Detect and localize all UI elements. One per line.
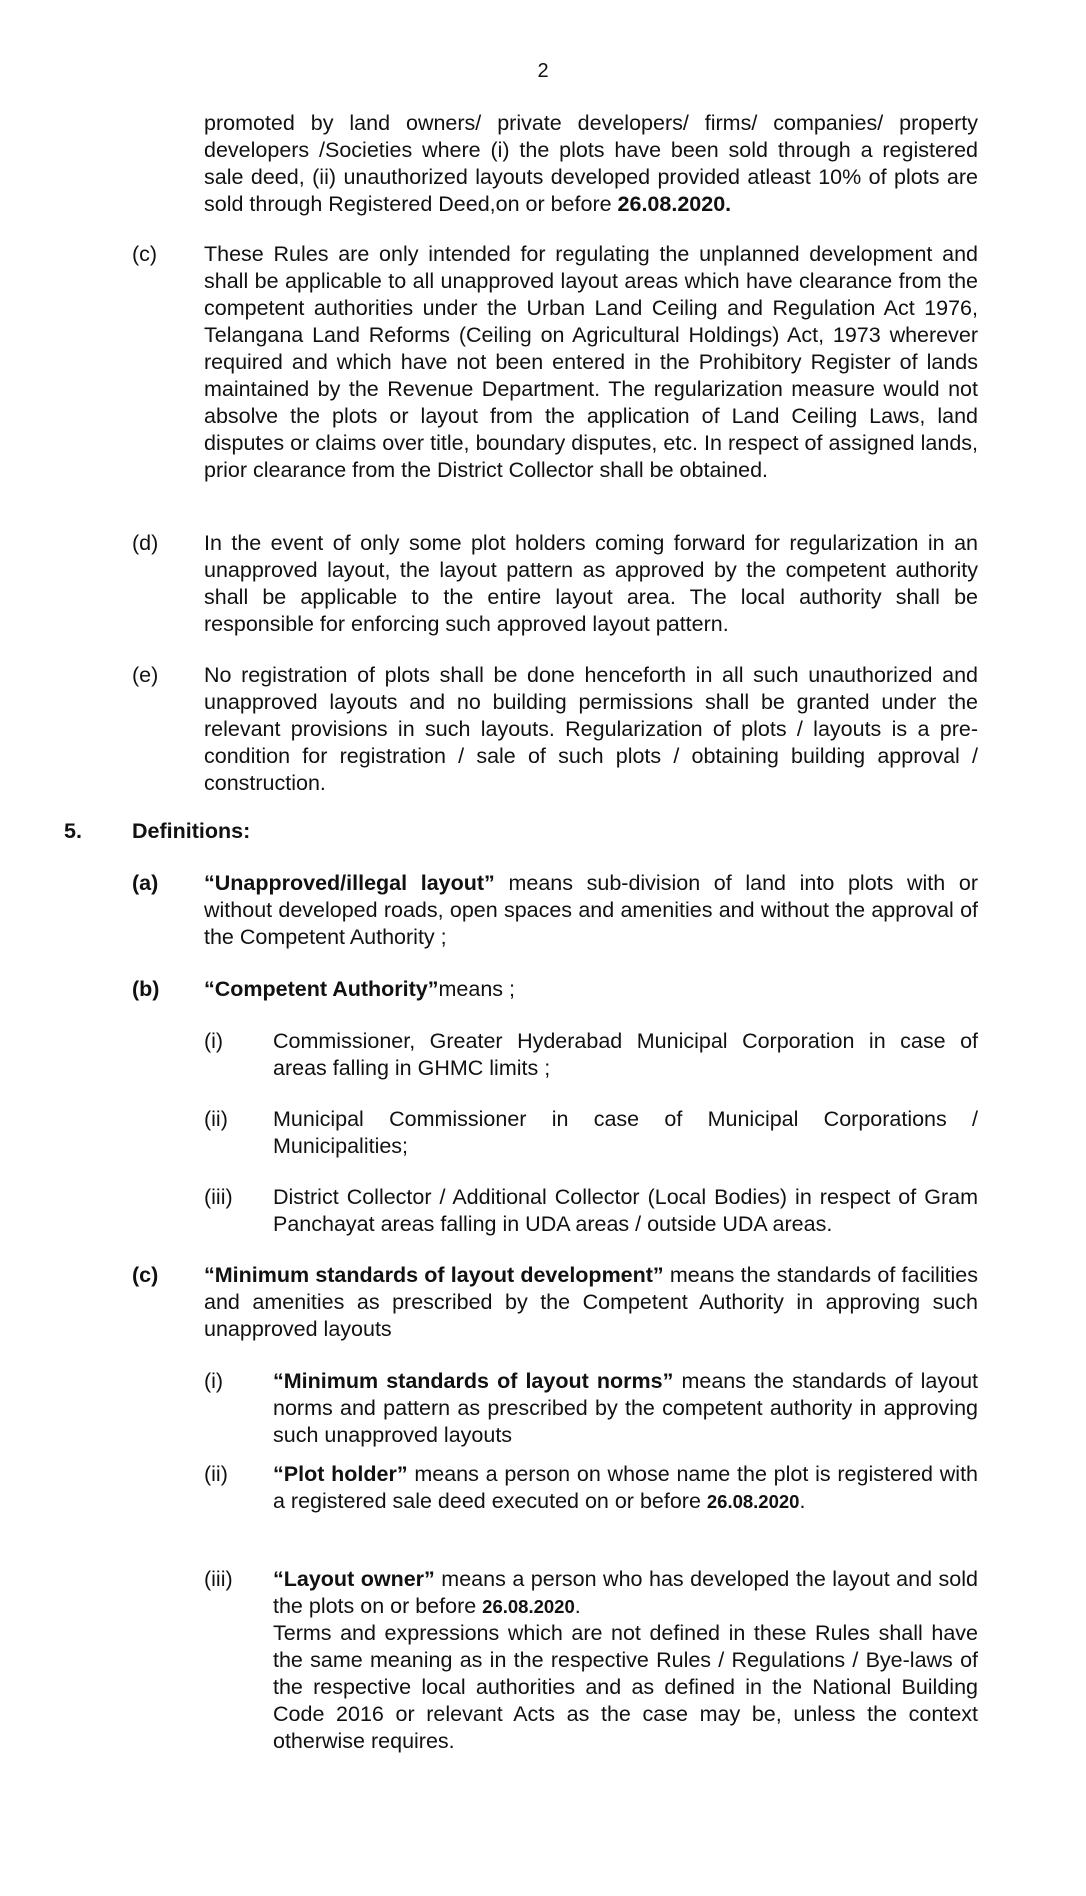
sub-item-tail: . (799, 1489, 806, 1513)
sub-item-term: “Plot holder” (273, 1462, 408, 1486)
sub-item-term: “Layout owner” (273, 1567, 435, 1591)
definition-text: means sub-division of land into plots with or without developed roads, open spaces and amenities and without the approval of the Competent Authority ; (204, 871, 978, 949)
definition-a (204, 870, 978, 951)
clause-e-text: No registration of plots shall be done henceforth in all such unauthorized and unapproved layouts and no building permissions shall be granted under the relevant provisions in such layouts. Regularization of plots / layouts is a pre-condition for registration / sale of such plots / obtaining building approval / construction. (204, 663, 978, 795)
definition-term: “Competent Authority” (204, 977, 439, 1001)
section-number: 5. (64, 819, 82, 843)
sub-item-body: means a person on whose name the plot is registered with a registered sale deed executed on or before (273, 1462, 978, 1513)
sub-item-body: means the standards of layout norms and pattern as prescribed by the competent authority in approving such unapproved layouts (273, 1369, 978, 1447)
intro-date: 26.08.2020. (617, 192, 732, 216)
intro-text: promoted by land owners/ private developers/ firms/ companies/ property developers /Societies where (i) the plots have been sold through a registered sale deed, (ii) unauthorized layouts developed provided atleast 10% of plots are sold through Registered Deed,on or before (204, 111, 978, 216)
clause-c-text: These Rules are only intended for regulating the unplanned development and shall be applicable to all unapproved layout areas which have clearance from the competent authorities under the Urban Land Ceiling and Regulation Act 1976, Telangana Land Reforms (Ceiling on Agricultural Holdings) Act, 1973 wherever required and which have not been entered in the Prohibitory Register of lands maintained by the Revenue Department. The regularization measure would not absolve the plots or layout from the application of Land Ceiling Laws, land disputes or claims over title, boundary disputes, etc. In respect of assigned lands, prior clearance from the District Collector shall be obtained. (204, 242, 978, 482)
definition-label: (a) (132, 871, 159, 895)
clause-label: (e) (132, 663, 159, 687)
definition-text: means the standards of facilities and amenities as prescribed by the Competent Authority in approving such unapproved layouts (204, 1263, 978, 1341)
sub-item-body: means a person who has developed the layout and sold the plots on or before (273, 1567, 978, 1618)
intro-paragraph (204, 110, 978, 218)
sub-item-text: Commissioner, Greater Hyderabad Municipal Corporation in case of areas falling in GHMC limits ; (273, 1029, 978, 1080)
sub-item-date: 26.08.2020 (482, 1596, 575, 1617)
sub-item-text (273, 1368, 978, 1449)
sub-item-label: (iii) (204, 1185, 233, 1209)
sub-item-tail: . (574, 1594, 581, 1618)
sub-item-term: “Minimum standards of layout norms” (273, 1369, 674, 1393)
closing-paragraph: Terms and expressions which are not defined in these Rules shall have the same meaning as in the respective Rules / Regulations / Bye-laws of the respective local authorities and as defined in the National Building Code 2016 or relevant Acts as the case may be, unless the context otherwise requires. (273, 1621, 978, 1753)
sub-item-label: (ii) (204, 1462, 228, 1486)
sub-item-label: (i) (204, 1029, 224, 1053)
section-title: Definitions: (132, 819, 251, 843)
clause-label: (d) (132, 531, 159, 555)
definition-c (204, 1262, 978, 1343)
definition-label: (b) (132, 977, 160, 1001)
sub-item-text: District Collector / Additional Collector (Local Bodies) in respect of Gram Panchayat areas falling in UDA areas / outside UDA areas. (273, 1185, 978, 1236)
clause-d-text: In the event of only some plot holders coming forward for regularization in an unapproved layout, the layout pattern as approved by the competent authority shall be applicable to the entire layout area. The local authority shall be responsible for enforcing such approved layout pattern. (204, 531, 978, 636)
sub-item-label: (i) (204, 1369, 224, 1393)
definition-text: means ; (438, 977, 515, 1001)
clause-label: (c) (132, 242, 158, 266)
definition-term: “Unapproved/illegal layout” (204, 871, 495, 895)
definition-label: (c) (132, 1263, 159, 1287)
sub-item-label: (iii) (204, 1567, 233, 1591)
sub-item-text (273, 1566, 978, 1755)
sub-item-date: 26.08.2020 (706, 1491, 800, 1512)
page-number: 2 (537, 60, 549, 82)
definition-term: “Minimum standards of layout development” (204, 1263, 664, 1287)
definition-b (204, 976, 978, 1003)
sub-item-label: (ii) (204, 1107, 228, 1131)
sub-item-text (273, 1461, 978, 1515)
sub-item-text: Municipal Commissioner in case of Municipal Corporations / Municipalities; (273, 1107, 978, 1158)
